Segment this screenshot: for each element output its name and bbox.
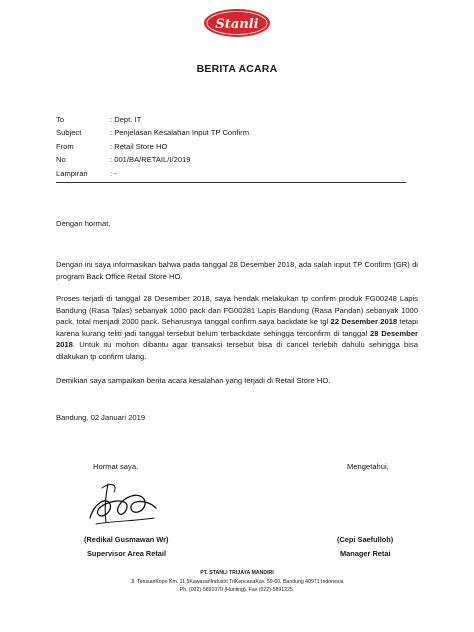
meta-value: : Penjelasan Kesalahan Input TP Confirm bbox=[110, 128, 250, 138]
meta-value: : Retail Store HO bbox=[110, 141, 168, 151]
detail-text: Proses terjadi di tanggal 28 Desember 2018, saya hendak melakukan tp confirm produk FG00248 Lapis Bandung (Rasa Talas) sebanyak 1000 pack dan FG00281 Lapis Bandung (Rasa Pandan) sebanyak 1000 pack, total menjadi 2000 pack. Seharusnya tanggal confirm saya backdate ke tgl bbox=[56, 294, 418, 327]
letterhead-footer bbox=[0, 569, 474, 595]
document-title: BERITA ACARA bbox=[196, 63, 278, 75]
meta-row-no bbox=[56, 153, 249, 166]
date-emphasis: 28 Desember 2018 bbox=[56, 328, 418, 350]
separator-line bbox=[56, 182, 406, 183]
detail-text: tetapi karena kurang teliti jadi tanggal tersebut belum terbackdate sehingga terconfirm di tanggal bbox=[56, 317, 418, 338]
sender-name: (Redikal Gusmawan Wr) bbox=[84, 535, 169, 544]
meta-row-from bbox=[56, 140, 249, 153]
approver-salutation: Mengetahui, bbox=[347, 462, 389, 471]
paragraph-intro: Dengan ini saya informasikan bahwa pada tanggal 28 Desember 2018, ada salah input TP Confirm (GR) di program Back Office Retail Store HO. bbox=[56, 260, 418, 281]
place-date: Bandung, 02 Januari 2019 bbox=[56, 413, 146, 422]
meta-row-subject bbox=[56, 126, 249, 139]
footer-address: Jl. TerusanKopo Km. 11,5KawasanIndustri TriKencanaKav. 59-60, Bandung 40971 Indonesia bbox=[130, 578, 344, 585]
meta-value: : Dept. IT bbox=[110, 115, 142, 124]
meta-row-to bbox=[56, 113, 249, 126]
meta-value: : - bbox=[110, 168, 117, 178]
handwritten-signature bbox=[84, 474, 160, 530]
meta-key: To bbox=[56, 115, 65, 124]
detail-text: . Untuk itu mohon dibantu agar transaksi tersebut bisa di cancel terlebih dahulu sehingga bisa dilakukan tp confirm ulang. bbox=[56, 340, 418, 361]
paragraph-detail bbox=[56, 293, 418, 363]
stanli-logo bbox=[203, 8, 271, 38]
meta-key: Subject bbox=[56, 128, 82, 138]
sender-salutation: Hormat saya, bbox=[93, 462, 139, 471]
greeting: Dengan hormat, bbox=[56, 219, 111, 228]
footer-company: PT. STANLI TRIJAYA MANDIRI bbox=[200, 570, 274, 576]
meta-key: Lampiran bbox=[56, 168, 88, 178]
date-emphasis: 22 Desember 2018 bbox=[330, 317, 398, 327]
meta-row-lampiran bbox=[56, 167, 249, 180]
meta-value: : 001/BA/RETAIL/I/2019 bbox=[110, 155, 191, 165]
approver-name: (Cepi Saefulloh) bbox=[337, 535, 394, 544]
memo-header bbox=[56, 113, 249, 180]
sender-role: Supervisor Area Retail bbox=[87, 549, 167, 558]
logo-text: Stanli bbox=[215, 17, 259, 32]
footer-phone: Ph. (022)-5891070 (Hunting). Fax (022)-5891225. bbox=[179, 587, 295, 594]
meta-key: From bbox=[56, 141, 74, 151]
approver-role: Manager Retai bbox=[340, 549, 391, 558]
meta-key: No bbox=[56, 155, 66, 165]
paragraph-closing: Demikian saya sampaikan berita acara kesalahan yang terjadi di Retail Store HO. bbox=[56, 376, 331, 385]
